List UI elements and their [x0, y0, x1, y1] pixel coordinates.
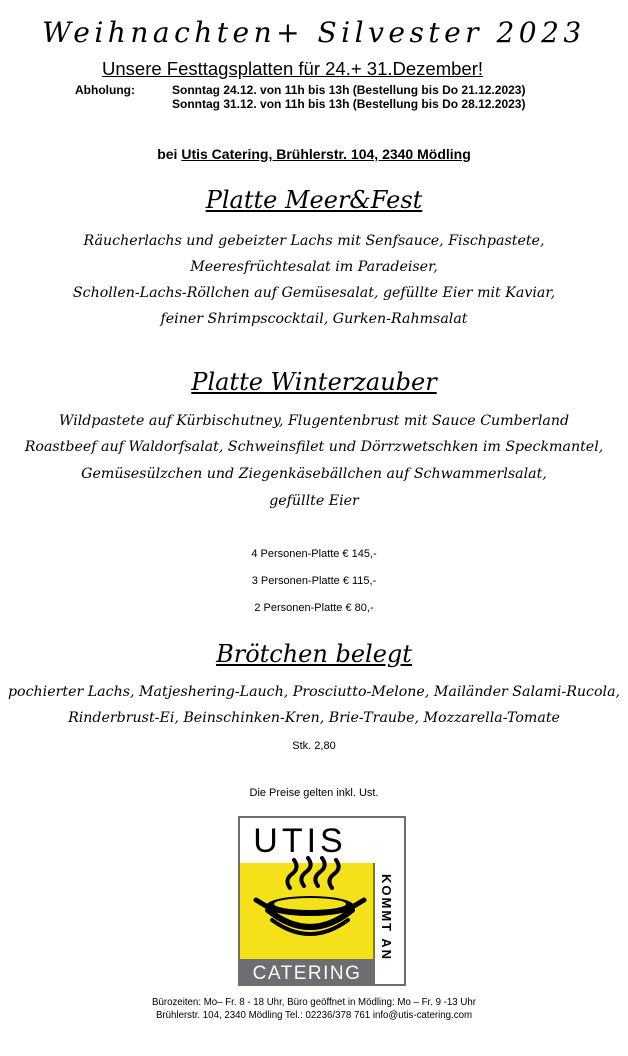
- pickup-line-1: Sonntag 24.12. von 11h bis 13h (Bestellung bis Do 21.12.2023): [172, 83, 526, 97]
- section-heading-winterzauber: Platte Winterzauber: [191, 368, 437, 396]
- venue-line: [0, 146, 628, 162]
- logo-top-text: UTIS: [253, 822, 347, 860]
- price-2-persons: 2 Personen-Platte € 80,-: [254, 602, 374, 614]
- pickup-line-2: Sonntag 31.12. von 11h bis 13h (Bestellung bis Do 28.12.2023): [172, 97, 526, 111]
- logo-side-text: KOMMT AN: [379, 874, 394, 962]
- section-line: feiner Shrimpscocktail, Gurken-Rahmsalat: [160, 311, 468, 327]
- price-3-persons: 3 Personen-Platte € 115,-: [251, 575, 377, 587]
- logo-bottom-text: CATERING: [252, 963, 362, 984]
- utis-catering-logo: [238, 816, 406, 986]
- page-subtitle: Unsere Festtagsplatten für 24.+ 31.Dezember!: [102, 58, 483, 79]
- footer: [0, 996, 628, 1022]
- page-title: Weihnachten+ Silvester 2023: [42, 16, 586, 49]
- venue-link[interactable]: Utis Catering, Brühlerstr. 104, 2340 Mödling: [181, 146, 471, 162]
- footer-contact: Brühlerstr. 104, 2340 Mödling Tel.: 02236/378 761 info@utis-catering.com: [155, 1010, 473, 1021]
- section-line: Rinderbrust-Ei, Beinschinken-Kren, Brie-Traube, Mozzarella-Tomate: [68, 710, 560, 726]
- section-heading-broetchen: Brötchen belegt: [216, 640, 412, 668]
- section-line: pochierter Lachs, Matjeshering-Lauch, Prosciutto-Melone, Mailänder Salami-Rucola,: [7, 684, 621, 700]
- section-line: Meeresfrüchtesalat im Paradeiser,: [190, 259, 438, 275]
- section-line: gefüllte Eier: [269, 493, 359, 509]
- venue-prefix: bei: [157, 146, 182, 162]
- section-line: Schollen-Lachs-Röllchen auf Gemüsesalat, gefüllte Eier mit Kaviar,: [72, 285, 556, 301]
- footer-office-hours: Bürozeiten: Mo– Fr. 8 - 18 Uhr, Büro geöffnet in Mödling: Mo – Fr. 9 -13 Uhr: [152, 997, 476, 1008]
- section-line: Wildpastete auf Kürbischutney, Flugentenbrust mit Sauce Cumberland: [58, 413, 570, 429]
- section-line: Gemüsesülzchen und Ziegenkäsebällchen auf Schwammerlsalat,: [81, 466, 547, 482]
- price-4-persons: 4 Personen-Platte € 145,-: [251, 548, 377, 560]
- section-heading-meer-fest: Platte Meer&Fest: [205, 186, 423, 214]
- tax-note: Die Preise gelten inkl. Ust.: [249, 787, 379, 799]
- pickup-label: Abholung:: [75, 83, 135, 97]
- section-line: Räucherlachs und gebeizter Lachs mit Senfsauce, Fischpastete,: [83, 233, 545, 249]
- section-line: Roastbeef auf Waldorfsalat, Schweinsfilet und Dörrzwetschken im Speckmantel,: [24, 439, 604, 455]
- broetchen-price: Stk. 2,80: [292, 740, 336, 752]
